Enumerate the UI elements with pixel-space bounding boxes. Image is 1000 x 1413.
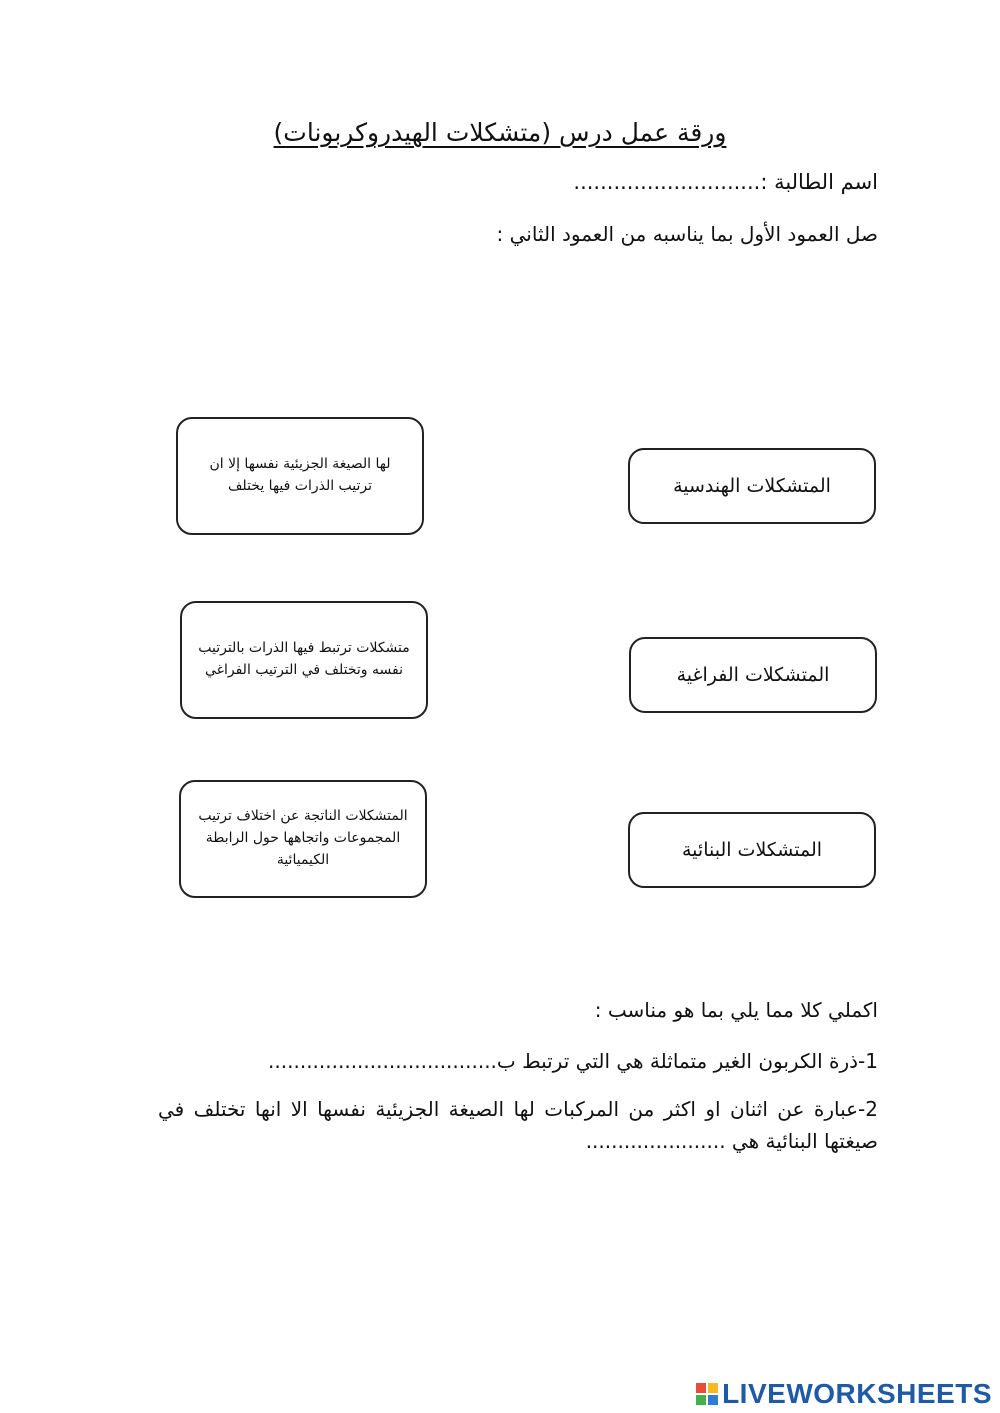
- definition-box-3[interactable]: [179, 780, 427, 898]
- logo-square: [708, 1395, 718, 1405]
- student-name-field: اسم الطالبة :............................: [573, 170, 878, 194]
- question-2[interactable]: 2-عبارة عن اثنان او اكثر من المركبات لها الصيغة الجزيئية نفسها الا انها تختلف في صيغتها البنائية هي ......................: [158, 1097, 878, 1153]
- worksheet-title: ورقة عمل درس (متشكلات الهيدروكربونات): [273, 118, 727, 147]
- matching-instruction: صل العمود الأول بما يناسبه من العمود الثاني :: [496, 222, 878, 246]
- term-box-spatial[interactable]: [629, 637, 877, 713]
- liveworksheets-logo: [696, 1378, 992, 1410]
- completion-instruction: اكملي كلا مما يلي بما هو مناسب :: [594, 998, 878, 1022]
- term-box-structural[interactable]: [628, 812, 876, 888]
- term-box-geometric[interactable]: [628, 448, 876, 524]
- logo-square: [696, 1395, 706, 1405]
- logo-square: [696, 1383, 706, 1393]
- logo-mark-icon: [696, 1383, 718, 1405]
- definition-text: لها الصيغة الجزيئية نفسها إلا ان ترتيب الذرات فيها يختلف: [209, 456, 391, 494]
- term-text: المتشكلات البنائية: [681, 839, 823, 861]
- question-1[interactable]: 1-ذرة الكربون الغير متماثلة هي التي ترتبط ب....................................: [268, 1049, 878, 1073]
- logo-square: [708, 1383, 718, 1393]
- definition-box-1[interactable]: [176, 417, 424, 535]
- term-text: المتشكلات الهندسية: [673, 475, 831, 497]
- definition-box-2[interactable]: [180, 601, 428, 719]
- term-text: المتشكلات الفراغية: [676, 664, 830, 686]
- brand-name: LIVEWORKSHEETS: [722, 1378, 992, 1409]
- definition-text: متشكلات ترتبط فيها الذرات بالترتيب نفسه وتختلف في الترتيب الفراغي: [198, 640, 410, 678]
- definition-text: المتشكلات الناتجة عن اختلاف ترتيب المجموعات واتجاهها حول الرابطة الكيميائية: [198, 808, 408, 868]
